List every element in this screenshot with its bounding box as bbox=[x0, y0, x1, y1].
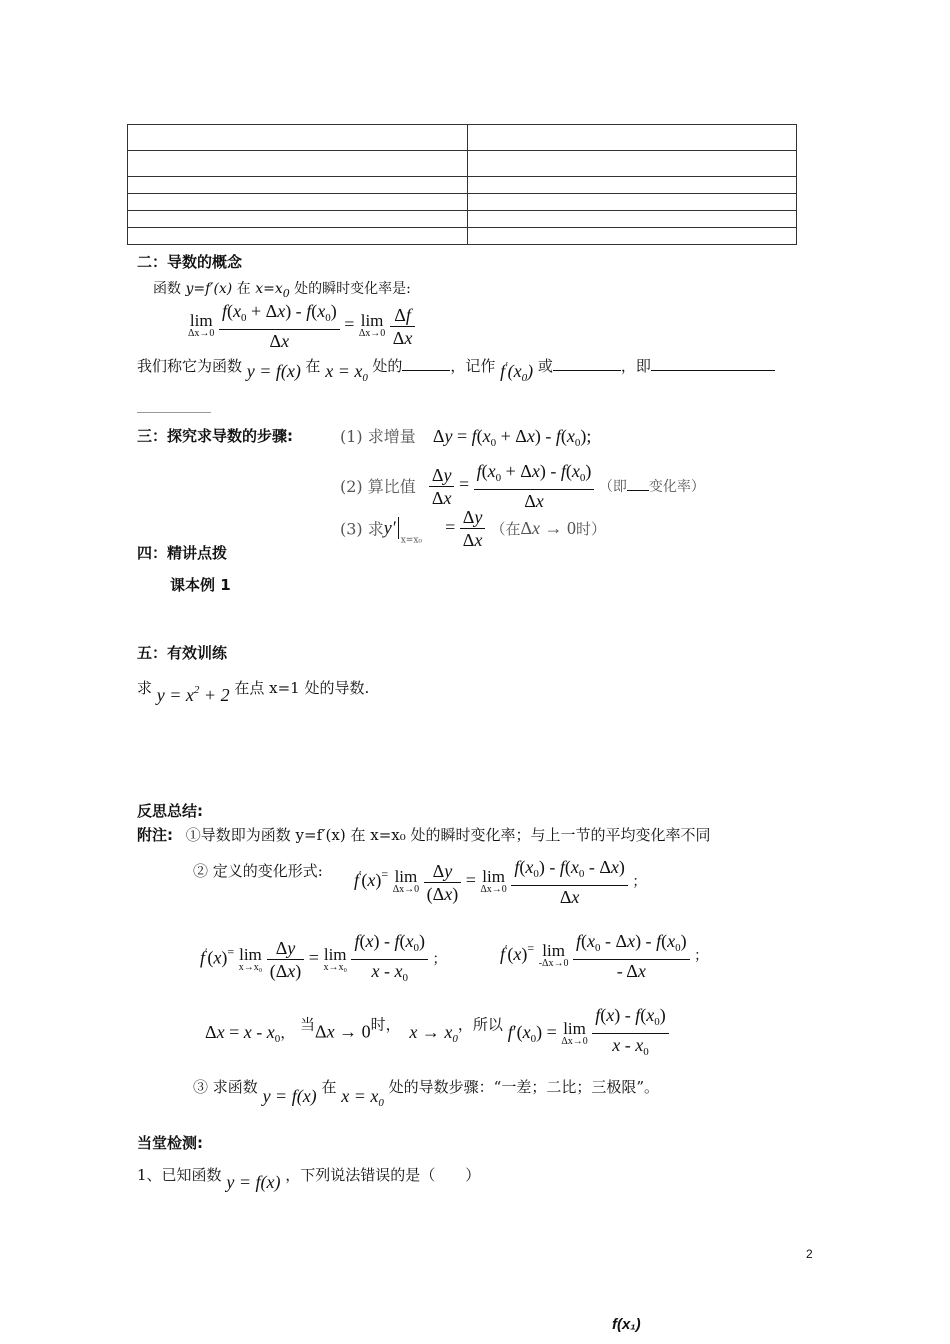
question-text: 在点 x=1 处的导数. bbox=[234, 679, 370, 697]
step-note: 变化率） bbox=[648, 478, 705, 495]
note-text: 时， bbox=[370, 1015, 401, 1034]
fill-blank bbox=[627, 490, 649, 491]
page-number: 2 bbox=[806, 1247, 813, 1261]
section2-title: 二：导数的概念 bbox=[137, 253, 243, 271]
table-row bbox=[128, 228, 797, 245]
limit-definition-formula: lim Δx→0 $\frac{f(x_0 + \Delta x) - f(x_0)}{\Delta x}$ = lim Δx→0 $\frac{\Delta f}{\Delta x}$ bbox=[188, 300, 415, 352]
section4-title: 四：精讲点拨 bbox=[137, 544, 228, 562]
section5-title: 五：有效训练 bbox=[137, 644, 228, 662]
step-label: (2) 算比值 bbox=[340, 477, 416, 497]
note-text: ， bbox=[280, 1023, 296, 1042]
table-row bbox=[128, 151, 797, 177]
reflection-title: 反思总结: bbox=[137, 802, 203, 820]
table-cell bbox=[468, 125, 797, 151]
note2-label: ② 定义的变化形式: bbox=[193, 862, 323, 880]
step-note: （在 bbox=[490, 519, 521, 538]
table-cell bbox=[128, 228, 468, 245]
section3-title: 三：探究求导数的步骤: bbox=[137, 427, 293, 445]
table-row bbox=[128, 177, 797, 194]
section2-intro: 函数 y=f′(x) 在 $x=x_0$ 处的瞬时变化率是: bbox=[153, 281, 411, 300]
fill-blank bbox=[402, 370, 450, 371]
definition-text: ，即 bbox=[620, 357, 651, 375]
intro-text: 处的瞬时变化率是: bbox=[294, 281, 411, 297]
check-question-1: 1、已知函数 y = f(x) ，下列说法错误的是（ ） bbox=[137, 1166, 481, 1192]
question-text: 求 bbox=[137, 679, 153, 697]
exercise-question: 求 $y = x^2 + 2$ 在点 x=1 处的导数. bbox=[137, 679, 370, 705]
question-text: 1、已知函数 bbox=[137, 1166, 222, 1184]
check-title: 当堂检测: bbox=[137, 1134, 203, 1152]
note-text: 处的导数步骤：“一差；二比；三极限”。 bbox=[388, 1078, 660, 1096]
definition-text: ，记作 bbox=[450, 357, 496, 375]
step-label: (1) 求增量 bbox=[340, 427, 416, 446]
empty-table bbox=[127, 124, 797, 245]
fill-blank bbox=[651, 370, 775, 371]
note-text: ，所以 bbox=[457, 1015, 503, 1034]
step-note: （即 bbox=[598, 478, 627, 495]
table-cell bbox=[128, 211, 468, 228]
definition-text: 或 bbox=[537, 357, 553, 375]
step-label: (3) 求 bbox=[340, 519, 384, 539]
note-text: 在 bbox=[321, 1078, 337, 1096]
table-cell bbox=[468, 177, 797, 194]
step3: (3) 求$y'_{x=x_0}$ = $\frac{\Delta y}{\Delta x}$ （在Δx → 0时） bbox=[340, 507, 607, 550]
note-text: 当 bbox=[300, 1015, 316, 1034]
intro-text: 在 bbox=[236, 281, 251, 297]
footer-fragment: f(x₁) bbox=[612, 1316, 641, 1333]
table-cell bbox=[128, 125, 468, 151]
table-cell bbox=[128, 194, 468, 211]
variant-formula-2: f′(x)= lim x→x₀ $\frac{\Delta y}{(\Delta x)}$ = lim x→x₀ $\frac{f(x) - f(x_0)}{x - x_0}$ ； bbox=[200, 931, 447, 984]
table-row bbox=[128, 125, 797, 151]
note-label: 附注: bbox=[137, 826, 173, 844]
variant-formula-1: f′(x)= lim Δx→0 $\frac{\Delta y}{(\Delta x)}$ = lim Δx→0 $\frac{f(x_0) - f(x_0 - \Delta x)}{\Delta x}$ ； bbox=[354, 857, 647, 907]
table-row bbox=[128, 194, 797, 211]
table-cell bbox=[128, 151, 468, 177]
table-cell bbox=[468, 228, 797, 245]
fill-blank bbox=[553, 370, 621, 371]
substitution-line: $\Delta x = x - x_0$， 当Δx → 0时， $x \to x_0$，所以 $f'(x_0)$ = lim Δx→0 $\frac{f(x) - f(x_0)}{x - x_0}$ bbox=[205, 1004, 669, 1063]
table-cell bbox=[468, 151, 797, 177]
question-text: ，下列说法错误的是（ ） bbox=[285, 1166, 481, 1184]
step-note: 时） bbox=[576, 519, 607, 538]
table-row bbox=[128, 211, 797, 228]
step2: (2) 算比值 $\frac{\Delta y}{\Delta x}$ = $\frac{f(x_0 + \Delta x) - f(x_0)}{\Delta x}$ （即 变化率） bbox=[340, 461, 705, 511]
note-text: ①导数即为函数 y=f′(x) 在 x=x₀ 处的瞬时变化率；与上一节的平均变化率不同 bbox=[185, 826, 711, 844]
definition-text: 在 bbox=[305, 357, 321, 375]
step1: (1) 求增量 $\Delta y = f(x_0 + \Delta x) - f(x_0)$; bbox=[340, 426, 592, 449]
note-text: ③ 求函数 bbox=[193, 1078, 258, 1096]
note3: ③ 求函数 y = f(x) 在 $x = x_0$ 处的导数步骤：“一差；二比；三极限”。 bbox=[193, 1078, 660, 1109]
definition-text: 处的 bbox=[372, 357, 403, 375]
note1 bbox=[137, 824, 711, 845]
table-cell bbox=[468, 194, 797, 211]
fill-blank-continued bbox=[137, 412, 211, 413]
definition-sentence: 我们称它为函数 y = f(x) 在 $x = x_0$ 处的 ，记作 $f'(x_0)$ 或 ，即 bbox=[137, 354, 775, 378]
intro-text: 函数 bbox=[153, 281, 181, 297]
textbook-example: 课本例 1 bbox=[170, 576, 231, 594]
variant-formula-3: f′(x)= lim -Δx→0 $\frac{f(x_0 - \Delta x) - f(x_0)}{- \Delta x}$ ； bbox=[500, 931, 709, 981]
table-cell bbox=[128, 177, 468, 194]
definition-text: 我们称它为函数 bbox=[137, 357, 243, 375]
table-cell bbox=[468, 211, 797, 228]
